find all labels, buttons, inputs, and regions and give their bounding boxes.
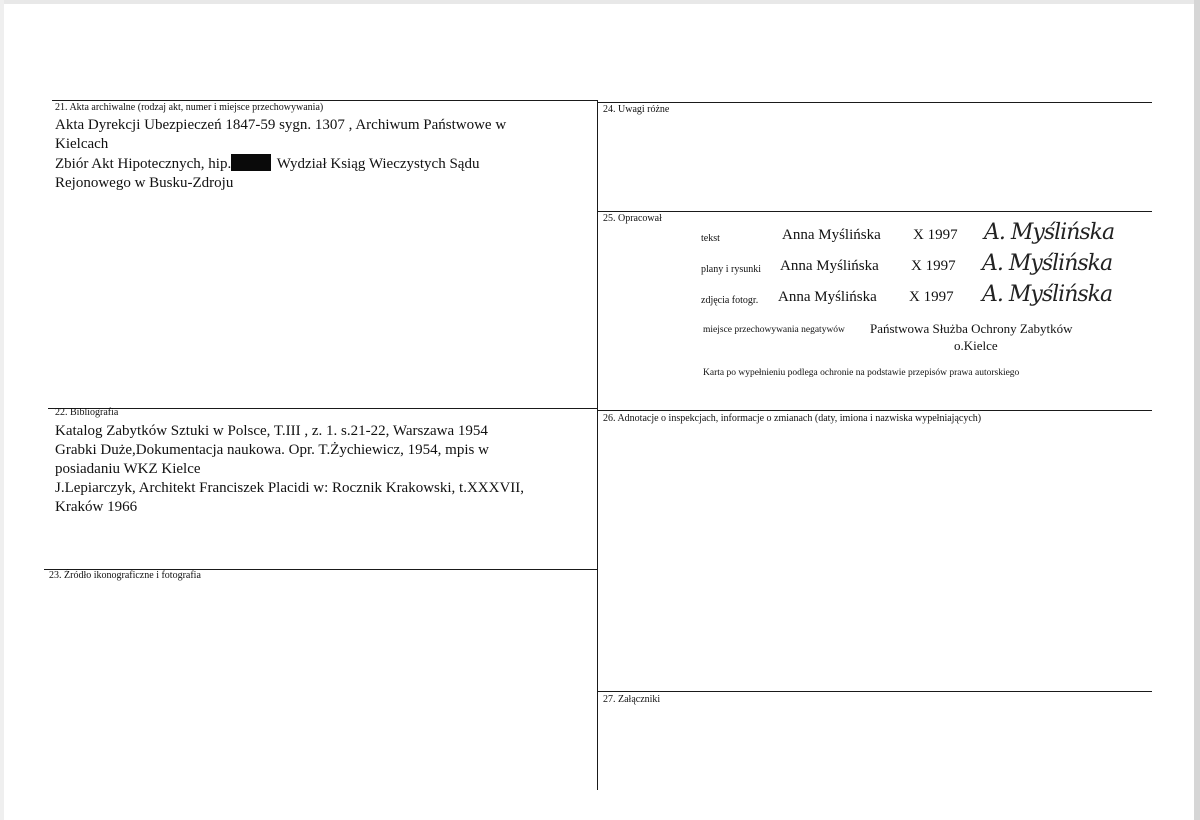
negatives-location-value-2: o.Kielce — [954, 338, 998, 353]
bibliography-line-3: posiadaniu WKZ Kielce — [55, 461, 201, 477]
section-21-line-4: Rejonowego w Busku-Zdroju — [55, 175, 234, 191]
section-21-line-2: Kielcach — [55, 136, 109, 152]
rule-top-right — [597, 102, 1152, 103]
bibliography-line-4: J.Lepiarczyk, Architekt Franciszek Placidi w: Rocznik Krakowski, t.XXXVII, — [55, 480, 525, 496]
negatives-location-label: miejsce przechowywania negatywów — [703, 325, 845, 335]
section-21-line-3-start: Zbiór Akt Hipotecznych, hip. — [55, 156, 232, 172]
handwritten-signature: A. Myślińska — [982, 282, 1113, 307]
bibliography-line-5: Kraków 1966 — [55, 499, 138, 515]
author-role: plany i rysunki — [701, 264, 761, 275]
section-21-line-3-end: Wydział Ksiąg Wieczystych Sądu — [276, 156, 480, 172]
section-24-label: 24. Uwagi różne — [603, 104, 670, 115]
scan-edge-top — [0, 0, 1200, 4]
author-name: Anna Myślińska — [778, 289, 877, 305]
section-23-label: 23. Źródło ikonograficzne i fotografia — [49, 570, 201, 581]
section-26-label: 26. Adnotacje o inspekcjach, informacje o zmianach (daty, imiona i nazwiska wypełniających) — [603, 413, 982, 424]
section-21-line-1: Akta Dyrekcji Ubezpieczeń 1847-59 sygn. 1307 , Archiwum Państwowe w — [55, 117, 507, 133]
scan-edge-left — [0, 0, 4, 820]
bibliography-line-1: Katalog Zabytków Sztuki w Polsce, T.III , z. 1. s.21-22, Warszawa 1954 — [55, 423, 488, 439]
author-date: X 1997 — [911, 258, 956, 274]
author-name: Anna Myślińska — [780, 258, 879, 274]
rule-26-top — [597, 410, 1152, 411]
section-27-label: 27. Załączniki — [603, 694, 661, 705]
author-date: X 1997 — [913, 227, 958, 243]
handwritten-signature: A. Myślińska — [982, 251, 1113, 276]
rule-22-top — [48, 408, 597, 409]
author-name: Anna Myślińska — [782, 227, 881, 243]
author-role: zdjęcia fotogr. — [701, 295, 759, 306]
handwritten-signature: A. Myślińska — [984, 220, 1115, 245]
section-22-label: 22. Bibliografia — [55, 407, 119, 418]
bibliography-line-2: Grabki Duże,Dokumentacja naukowa. Opr. T.Żychiewicz, 1954, mpis w — [55, 442, 489, 458]
section-22-content — [55, 422, 524, 517]
rule-25-top — [597, 211, 1152, 212]
author-date: X 1997 — [909, 289, 954, 305]
section-21-content — [55, 116, 506, 193]
scan-edge-right — [1194, 0, 1200, 820]
copyright-note: Karta po wypełnieniu podlega ochronie na podstawie przepisów prawa autorskiego — [703, 368, 1020, 378]
rule-27-top — [597, 691, 1152, 692]
redaction-block — [231, 154, 271, 171]
section-21-line-3 — [55, 154, 506, 174]
section-25-label: 25. Opracował — [603, 213, 662, 224]
rule-top-left — [52, 100, 597, 101]
negatives-location-value-1: Państwowa Służba Ochrony Zabytków — [870, 321, 1073, 336]
section-21-label: 21. Akta archiwalne (rodzaj akt, numer i miejsce przechowywania) — [55, 102, 324, 113]
rule-center-vertical — [597, 100, 598, 790]
author-role: tekst — [701, 233, 720, 244]
